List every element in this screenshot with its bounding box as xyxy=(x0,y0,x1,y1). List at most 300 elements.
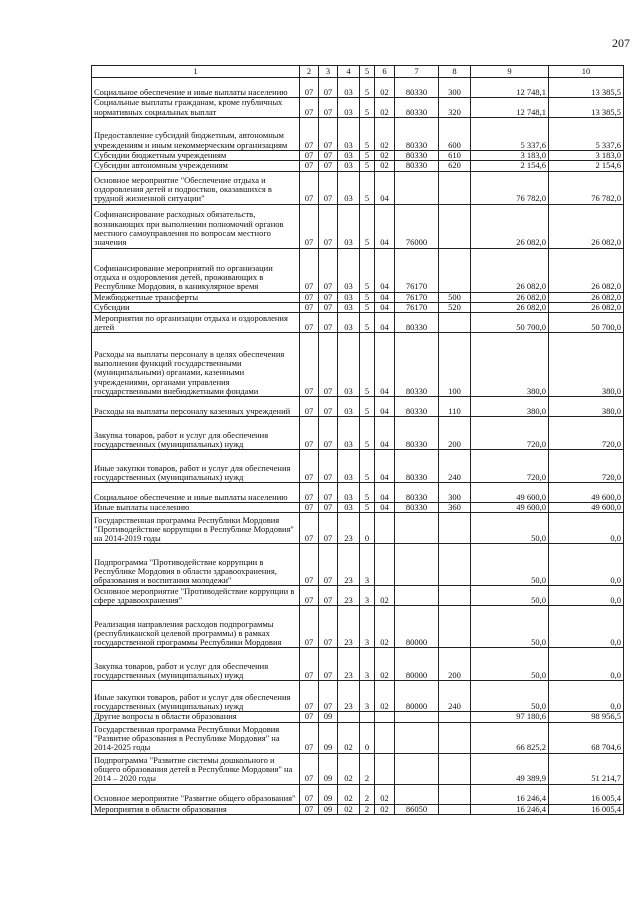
event-code: 02 xyxy=(375,78,395,98)
table-row xyxy=(92,417,624,450)
subsection-code: 07 xyxy=(319,586,338,606)
row-name: Основное мероприятие "Обеспечение отдыха и оздоровления детей и подростков, оказавшихся в трудной жизненной ситуации" xyxy=(92,171,300,204)
direction-code xyxy=(395,753,439,784)
amount-year-2: 380,0 xyxy=(549,397,624,417)
subprogram-code: 0 xyxy=(360,722,375,753)
table-row xyxy=(92,333,624,397)
section-code: 07 xyxy=(300,98,319,118)
subsection-code: 07 xyxy=(319,544,338,586)
row-name: Социальное обеспечение и иные выплаты населению xyxy=(92,483,300,503)
amount-year-2: 0,0 xyxy=(549,513,624,544)
amount-year-2: 0,0 xyxy=(549,586,624,606)
expense-type-code: 600 xyxy=(439,118,471,151)
expense-type-code: 200 xyxy=(439,648,471,681)
table-row xyxy=(92,681,624,712)
section-code: 07 xyxy=(300,804,319,814)
table-row xyxy=(92,151,624,161)
amount-year-1: 49 600,0 xyxy=(471,483,549,503)
direction-code: 86050 xyxy=(395,804,439,814)
subsection-code: 07 xyxy=(319,417,338,450)
program-code: 03 xyxy=(338,397,360,417)
amount-year-2: 26 082,0 xyxy=(549,292,624,302)
program-code: 23 xyxy=(338,648,360,681)
subsection-code: 07 xyxy=(319,450,338,483)
budget-table xyxy=(91,65,624,815)
row-name: Субсидии xyxy=(92,302,300,312)
table-row xyxy=(92,118,624,151)
section-code: 07 xyxy=(300,586,319,606)
direction-code: 80330 xyxy=(395,78,439,98)
row-name: Софинансирование расходных обязательств, возникающих при выполнении полномочий органов местного самоуправления по вопросам местного значения xyxy=(92,204,300,248)
amount-year-1: 2 154,6 xyxy=(471,161,549,171)
expense-type-code xyxy=(439,544,471,586)
table-row xyxy=(92,513,624,544)
table-row xyxy=(92,78,624,98)
column-header-1: 1 xyxy=(92,66,300,78)
amount-year-2: 16 005,4 xyxy=(549,804,624,814)
direction-code: 80000 xyxy=(395,606,439,648)
program-code: 23 xyxy=(338,681,360,712)
subprogram-code: 3 xyxy=(360,544,375,586)
table-row xyxy=(92,292,624,302)
column-header-7: 7 xyxy=(395,66,439,78)
column-header-2: 2 xyxy=(300,66,319,78)
row-name: Подпрограмма "Развитие системы дошкольного и общего образования детей в Республике Мордовия" на 2014 – 2020 годы xyxy=(92,753,300,784)
subprogram-code: 5 xyxy=(360,248,375,292)
amount-year-1: 26 082,0 xyxy=(471,204,549,248)
subsection-code: 09 xyxy=(319,784,338,804)
direction-code: 76170 xyxy=(395,302,439,312)
subsection-code: 07 xyxy=(319,503,338,513)
direction-code: 80330 xyxy=(395,483,439,503)
program-code: 02 xyxy=(338,784,360,804)
program-code: 03 xyxy=(338,98,360,118)
row-name: Иные выплаты населению xyxy=(92,503,300,513)
amount-year-1: 49 389,9 xyxy=(471,753,549,784)
subprogram-code xyxy=(360,712,375,722)
table-row xyxy=(92,544,624,586)
subprogram-code: 5 xyxy=(360,503,375,513)
table-row xyxy=(92,606,624,648)
subsection-code: 07 xyxy=(319,302,338,312)
event-code: 02 xyxy=(375,606,395,648)
expense-type-code xyxy=(439,204,471,248)
amount-year-1: 16 246,4 xyxy=(471,804,549,814)
amount-year-1: 3 183,0 xyxy=(471,151,549,161)
subsection-code: 07 xyxy=(319,98,338,118)
table-row xyxy=(92,248,624,292)
direction-code: 76170 xyxy=(395,248,439,292)
section-code: 07 xyxy=(300,450,319,483)
amount-year-1: 26 082,0 xyxy=(471,302,549,312)
row-name: Закупка товаров, работ и услуг для обеспечения государственных (муниципальных) нужд xyxy=(92,648,300,681)
direction-code: 76170 xyxy=(395,292,439,302)
subsection-code: 07 xyxy=(319,483,338,503)
event-code: 04 xyxy=(375,292,395,302)
column-header-4: 4 xyxy=(338,66,360,78)
direction-code: 80330 xyxy=(395,450,439,483)
amount-year-1: 50,0 xyxy=(471,544,549,586)
amount-year-2: 16 005,4 xyxy=(549,784,624,804)
event-code: 04 xyxy=(375,333,395,397)
table-row xyxy=(92,784,624,804)
event-code xyxy=(375,722,395,753)
expense-type-code xyxy=(439,513,471,544)
amount-year-1: 50,0 xyxy=(471,681,549,712)
event-code: 02 xyxy=(375,161,395,171)
event-code: 02 xyxy=(375,98,395,118)
amount-year-1: 26 082,0 xyxy=(471,292,549,302)
table-row xyxy=(92,712,624,722)
direction-code xyxy=(395,722,439,753)
direction-code: 80330 xyxy=(395,98,439,118)
subsection-code: 07 xyxy=(319,161,338,171)
expense-type-code xyxy=(439,753,471,784)
subprogram-code: 5 xyxy=(360,417,375,450)
row-name: Субсидии бюджетным учреждениям xyxy=(92,151,300,161)
expense-type-code xyxy=(439,313,471,333)
amount-year-1: 50 700,0 xyxy=(471,313,549,333)
amount-year-1: 26 082,0 xyxy=(471,248,549,292)
amount-year-2: 76 782,0 xyxy=(549,171,624,204)
amount-year-2: 720,0 xyxy=(549,417,624,450)
program-code xyxy=(338,712,360,722)
section-code: 07 xyxy=(300,204,319,248)
expense-type-code: 110 xyxy=(439,397,471,417)
event-code: 02 xyxy=(375,151,395,161)
expense-type-code: 500 xyxy=(439,292,471,302)
direction-code xyxy=(395,513,439,544)
subsection-code: 07 xyxy=(319,397,338,417)
row-name: Подпрограмма "Противодействие коррупции в Республике Мордовия в области здравоохранения, образования и воспитания молодежи" xyxy=(92,544,300,586)
table-row xyxy=(92,483,624,503)
subprogram-code: 3 xyxy=(360,648,375,681)
row-name: Иные закупки товаров, работ и услуг для обеспечения государственных (муниципальных) нужд xyxy=(92,681,300,712)
subsection-code: 07 xyxy=(319,292,338,302)
event-code: 04 xyxy=(375,503,395,513)
program-code: 03 xyxy=(338,450,360,483)
row-name: Субсидии автономным учреждениям xyxy=(92,161,300,171)
column-header-3: 3 xyxy=(319,66,338,78)
subsection-code: 07 xyxy=(319,118,338,151)
subsection-code: 07 xyxy=(319,606,338,648)
amount-year-1: 50,0 xyxy=(471,648,549,681)
direction-code: 80000 xyxy=(395,648,439,681)
amount-year-1: 50,0 xyxy=(471,513,549,544)
subsection-code: 07 xyxy=(319,333,338,397)
table-row xyxy=(92,586,624,606)
amount-year-2: 0,0 xyxy=(549,606,624,648)
section-code: 07 xyxy=(300,78,319,98)
subprogram-code: 5 xyxy=(360,292,375,302)
table-row xyxy=(92,98,624,118)
program-code: 03 xyxy=(338,204,360,248)
table-row xyxy=(92,204,624,248)
row-name: Мероприятия в области образования xyxy=(92,804,300,814)
subprogram-code: 2 xyxy=(360,753,375,784)
row-name: Софинансирование мероприятий по организации отдыха и оздоровления детей, проживающих в Республике Мордовия, в каникулярное время xyxy=(92,248,300,292)
subprogram-code: 5 xyxy=(360,118,375,151)
expense-type-code xyxy=(439,606,471,648)
subprogram-code: 5 xyxy=(360,78,375,98)
subprogram-code: 5 xyxy=(360,151,375,161)
section-code: 07 xyxy=(300,313,319,333)
event-code: 04 xyxy=(375,313,395,333)
table-body xyxy=(92,78,624,815)
section-code: 07 xyxy=(300,544,319,586)
subsection-code: 09 xyxy=(319,753,338,784)
column-header-8: 8 xyxy=(439,66,471,78)
expense-type-code: 200 xyxy=(439,417,471,450)
row-name: Государственная программа Республики Мордовия "Развитие образования в Республике Мордовия" на 2014-2025 годы xyxy=(92,722,300,753)
table-row xyxy=(92,161,624,171)
column-header-5: 5 xyxy=(360,66,375,78)
amount-year-1: 12 748,1 xyxy=(471,78,549,98)
subprogram-code: 5 xyxy=(360,313,375,333)
direction-code xyxy=(395,171,439,204)
subprogram-code: 3 xyxy=(360,606,375,648)
direction-code: 80330 xyxy=(395,397,439,417)
expense-type-code: 240 xyxy=(439,681,471,712)
program-code: 03 xyxy=(338,118,360,151)
program-code: 02 xyxy=(338,753,360,784)
direction-code: 80330 xyxy=(395,417,439,450)
amount-year-2: 380,0 xyxy=(549,333,624,397)
event-code: 02 xyxy=(375,804,395,814)
amount-year-2: 720,0 xyxy=(549,450,624,483)
program-code: 23 xyxy=(338,544,360,586)
expense-type-code: 100 xyxy=(439,333,471,397)
subprogram-code: 5 xyxy=(360,302,375,312)
expense-type-code: 240 xyxy=(439,450,471,483)
amount-year-1: 97 180,6 xyxy=(471,712,549,722)
section-code: 07 xyxy=(300,397,319,417)
section-code: 07 xyxy=(300,753,319,784)
section-code: 07 xyxy=(300,161,319,171)
event-code: 02 xyxy=(375,118,395,151)
subsection-code: 07 xyxy=(319,78,338,98)
expense-type-code: 300 xyxy=(439,483,471,503)
program-code: 02 xyxy=(338,722,360,753)
subsection-code: 07 xyxy=(319,171,338,204)
subsection-code: 09 xyxy=(319,722,338,753)
amount-year-2: 0,0 xyxy=(549,544,624,586)
expense-type-code xyxy=(439,171,471,204)
expense-type-code: 610 xyxy=(439,151,471,161)
row-name: Расходы на выплаты персоналу казенных учреждений xyxy=(92,397,300,417)
event-code: 04 xyxy=(375,171,395,204)
direction-code: 80000 xyxy=(395,681,439,712)
row-name: Социальное обеспечение и иные выплаты населению xyxy=(92,78,300,98)
amount-year-2: 98 956,5 xyxy=(549,712,624,722)
direction-code xyxy=(395,586,439,606)
table-row xyxy=(92,648,624,681)
amount-year-2: 13 385,5 xyxy=(549,78,624,98)
expense-type-code: 520 xyxy=(439,302,471,312)
subprogram-code: 5 xyxy=(360,397,375,417)
subsection-code: 09 xyxy=(319,804,338,814)
amount-year-2: 26 082,0 xyxy=(549,248,624,292)
event-code: 04 xyxy=(375,483,395,503)
program-code: 03 xyxy=(338,302,360,312)
expense-type-code xyxy=(439,586,471,606)
amount-year-2: 26 082,0 xyxy=(549,302,624,312)
expense-type-code xyxy=(439,722,471,753)
event-code: 04 xyxy=(375,417,395,450)
subsection-code: 07 xyxy=(319,648,338,681)
row-name: Мероприятия по организации отдыха и оздоровления детей xyxy=(92,313,300,333)
table-row xyxy=(92,313,624,333)
program-code: 03 xyxy=(338,171,360,204)
section-code: 07 xyxy=(300,333,319,397)
column-header-10: 10 xyxy=(549,66,624,78)
direction-code: 76000 xyxy=(395,204,439,248)
amount-year-1: 720,0 xyxy=(471,450,549,483)
amount-year-2: 51 214,7 xyxy=(549,753,624,784)
amount-year-2: 49 600,0 xyxy=(549,503,624,513)
page-number: 207 xyxy=(612,36,630,50)
section-code: 07 xyxy=(300,681,319,712)
amount-year-1: 66 825,2 xyxy=(471,722,549,753)
subprogram-code: 5 xyxy=(360,98,375,118)
subprogram-code: 0 xyxy=(360,513,375,544)
event-code: 04 xyxy=(375,248,395,292)
table-row xyxy=(92,804,624,814)
section-code: 07 xyxy=(300,483,319,503)
subsection-code: 09 xyxy=(319,712,338,722)
amount-year-2: 68 704,6 xyxy=(549,722,624,753)
event-code xyxy=(375,753,395,784)
event-code xyxy=(375,712,395,722)
section-code: 07 xyxy=(300,784,319,804)
section-code: 07 xyxy=(300,503,319,513)
amount-year-2: 2 154,6 xyxy=(549,161,624,171)
amount-year-1: 16 246,4 xyxy=(471,784,549,804)
subprogram-code: 3 xyxy=(360,681,375,712)
subsection-code: 07 xyxy=(319,313,338,333)
subsection-code: 07 xyxy=(319,151,338,161)
program-code: 03 xyxy=(338,161,360,171)
event-code: 04 xyxy=(375,397,395,417)
program-code: 23 xyxy=(338,513,360,544)
row-name: Государственная программа Республики Мордовия "Противодействие коррупции в Республике Мордовия" на 2014-2019 годы xyxy=(92,513,300,544)
event-code: 04 xyxy=(375,302,395,312)
direction-code: 80330 xyxy=(395,313,439,333)
event-code: 04 xyxy=(375,204,395,248)
program-code: 03 xyxy=(338,78,360,98)
event-code: 04 xyxy=(375,450,395,483)
amount-year-1: 12 748,1 xyxy=(471,98,549,118)
event-code: 02 xyxy=(375,586,395,606)
column-header-9: 9 xyxy=(471,66,549,78)
row-name: Другие вопросы в области образования xyxy=(92,712,300,722)
header-row xyxy=(92,66,624,78)
section-code: 07 xyxy=(300,417,319,450)
amount-year-2: 50 700,0 xyxy=(549,313,624,333)
row-name: Предоставление субсидий бюджетным, автономным учреждениям и иным некоммерческим организациям xyxy=(92,118,300,151)
program-code: 03 xyxy=(338,151,360,161)
section-code: 07 xyxy=(300,151,319,161)
row-name: Основное мероприятие "Противодействие коррупции в сфере здравоохранения" xyxy=(92,586,300,606)
direction-code xyxy=(395,784,439,804)
amount-year-1: 380,0 xyxy=(471,397,549,417)
direction-code xyxy=(395,544,439,586)
amount-year-1: 380,0 xyxy=(471,333,549,397)
program-code: 03 xyxy=(338,417,360,450)
row-name: Закупка товаров, работ и услуг для обеспечения государственных (муниципальных) нужд xyxy=(92,417,300,450)
expense-type-code xyxy=(439,712,471,722)
section-code: 07 xyxy=(300,302,319,312)
event-code xyxy=(375,544,395,586)
event-code: 02 xyxy=(375,784,395,804)
subprogram-code: 2 xyxy=(360,804,375,814)
expense-type-code xyxy=(439,248,471,292)
expense-type-code: 320 xyxy=(439,98,471,118)
section-code: 07 xyxy=(300,118,319,151)
section-code: 07 xyxy=(300,513,319,544)
expense-type-code: 620 xyxy=(439,161,471,171)
subsection-code: 07 xyxy=(319,513,338,544)
subprogram-code: 5 xyxy=(360,204,375,248)
amount-year-2: 0,0 xyxy=(549,648,624,681)
table-row xyxy=(92,753,624,784)
program-code: 03 xyxy=(338,313,360,333)
amount-year-1: 76 782,0 xyxy=(471,171,549,204)
row-name: Социальные выплаты гражданам, кроме публичных нормативных социальных выплат xyxy=(92,98,300,118)
row-name: Основное мероприятие "Развитие общего образования" xyxy=(92,784,300,804)
section-code: 07 xyxy=(300,722,319,753)
row-name: Межбюджетные трансферты xyxy=(92,292,300,302)
subprogram-code: 5 xyxy=(360,171,375,204)
section-code: 07 xyxy=(300,292,319,302)
row-name: Иные закупки товаров, работ и услуг для обеспечения государственных (муниципальных) нужд xyxy=(92,450,300,483)
amount-year-2: 26 082,0 xyxy=(549,204,624,248)
event-code: 02 xyxy=(375,681,395,712)
section-code: 07 xyxy=(300,606,319,648)
program-code: 03 xyxy=(338,248,360,292)
expense-type-code: 300 xyxy=(439,78,471,98)
direction-code: 80330 xyxy=(395,151,439,161)
subprogram-code: 3 xyxy=(360,586,375,606)
subprogram-code: 5 xyxy=(360,483,375,503)
direction-code: 80330 xyxy=(395,118,439,151)
section-code: 07 xyxy=(300,712,319,722)
amount-year-1: 5 337,6 xyxy=(471,118,549,151)
section-code: 07 xyxy=(300,648,319,681)
program-code: 03 xyxy=(338,503,360,513)
row-name: Реализация направления расходов подпрограммы (республиканской целевой программы) в рамках государственной программы Республики Мордовия xyxy=(92,606,300,648)
table-row xyxy=(92,450,624,483)
section-code: 07 xyxy=(300,171,319,204)
table-row xyxy=(92,302,624,312)
program-code: 02 xyxy=(338,804,360,814)
amount-year-2: 3 183,0 xyxy=(549,151,624,161)
table-row xyxy=(92,722,624,753)
amount-year-2: 13 385,5 xyxy=(549,98,624,118)
subprogram-code: 5 xyxy=(360,333,375,397)
subprogram-code: 5 xyxy=(360,450,375,483)
event-code xyxy=(375,513,395,544)
subsection-code: 07 xyxy=(319,248,338,292)
amount-year-1: 50,0 xyxy=(471,586,549,606)
program-code: 03 xyxy=(338,333,360,397)
direction-code xyxy=(395,712,439,722)
program-code: 03 xyxy=(338,292,360,302)
expense-type-code xyxy=(439,804,471,814)
direction-code: 80330 xyxy=(395,333,439,397)
amount-year-1: 49 600,0 xyxy=(471,503,549,513)
program-code: 23 xyxy=(338,606,360,648)
